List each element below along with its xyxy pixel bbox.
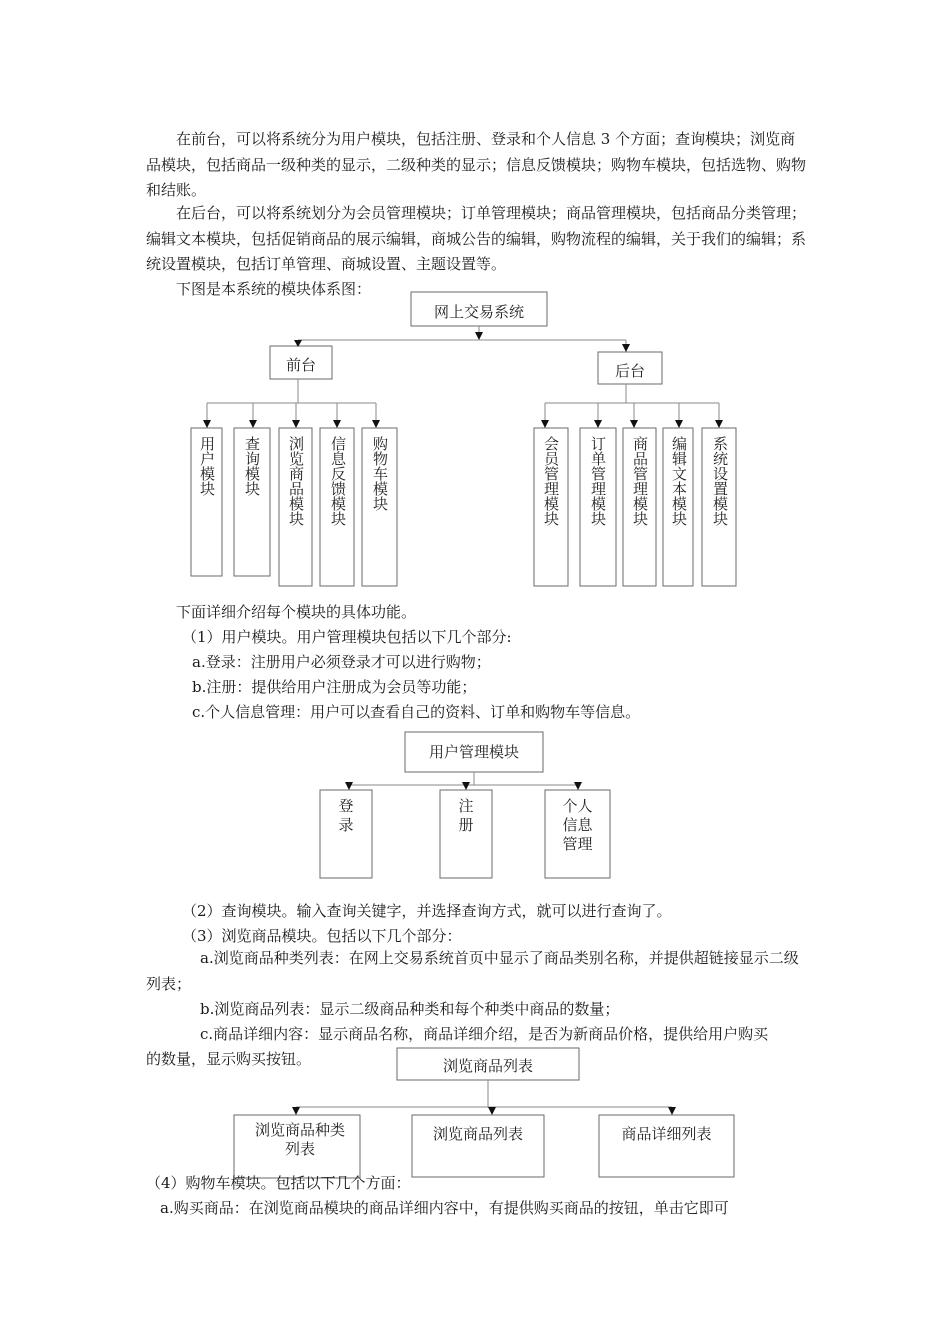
label-front-module: 查询模块 xyxy=(243,436,261,496)
label-goods-list: 浏览商品列表 xyxy=(432,1125,523,1143)
section-browse-c2: 的数量，显示购买按钮。 xyxy=(146,1050,312,1068)
label-back: 后台 xyxy=(614,362,645,380)
label-front: 前台 xyxy=(285,356,316,374)
section-browse-b: b.浏览商品列表：显示二级商品种类和每个种类中商品的数量； xyxy=(200,1000,620,1018)
section-user-title: （1）用户模块。用户管理模块包括以下几个部分: xyxy=(182,628,512,646)
label-category-list: 浏览商品种类列表 xyxy=(254,1121,345,1158)
label-back-module: 订单管理模块 xyxy=(589,436,607,526)
section-user-c: c.个人信息管理：用户可以查看自己的资料、订单和购物车等信息。 xyxy=(192,703,641,721)
paragraph-diagram-caption: 下图是本系统的模块体系图： xyxy=(176,280,372,298)
label-profile: 个人信息管理 xyxy=(562,797,593,853)
label-front-module: 购物车模块 xyxy=(371,436,389,511)
label-root-system: 网上交易系统 xyxy=(433,303,524,321)
arrow-back xyxy=(622,344,630,352)
label-browse-root: 浏览商品列表 xyxy=(442,1057,533,1075)
arrow-root xyxy=(475,332,483,340)
label-back-module: 会员管理模块 xyxy=(542,436,560,526)
paragraph-frontend: 在前台，可以将系统分为用户模块，包括注册、登录和个人信息 3 个方面；查询模块；浏览商品模块，包括商品一级种类的显示，二级种类的显示；信息反馈模块；购物车模块，包括选物、购物和结账。 xyxy=(146,130,807,199)
section-browse-a: a.浏览商品种类列表：在网上交易系统首页中显示了商品类别名称，并提供超链接显示二级列表； xyxy=(146,949,799,993)
section-browse-c1: c.商品详细内容：显示商品名称，商品详细介绍，是否为新商品价格，提供给用户购买 xyxy=(200,1025,769,1043)
section-query: （2）查询模块。输入查询关键字，并选择查询方式，就可以进行查询了。 xyxy=(182,902,672,920)
label-back-module: 编辑文本模块 xyxy=(670,436,688,526)
label-user-mgmt: 用户管理模块 xyxy=(428,743,519,761)
section-intro: 下面详细介绍每个模块的具体功能。 xyxy=(176,603,417,621)
label-register: 注册 xyxy=(458,797,474,834)
label-back-module: 系统设置模块 xyxy=(711,436,729,526)
paragraph-backend: 在后台，可以将系统划分为会员管理模块；订单管理模块；商品管理模块，包括商品分类管理；编辑文本模块，包括促销商品的展示编辑，商城公告的编辑，购物流程的编辑，关于我们的编辑；系统设置模块，包括订单管理、商城设置、主题设置等。 xyxy=(146,204,807,273)
label-login: 登录 xyxy=(338,797,354,834)
label-front-module: 信息反馈模块 xyxy=(329,436,347,526)
section-cart-title: （4）购物车模块。包括以下几个方面： xyxy=(146,1174,411,1192)
section-user-a: a.登录：注册用户必须登录才可以进行购物； xyxy=(192,653,491,671)
section-user-b: b.注册：提供给用户注册成为会员等功能； xyxy=(192,678,477,696)
label-front-module: 浏览商品模块 xyxy=(287,436,305,526)
label-back-module: 商品管理模块 xyxy=(631,436,649,526)
section-cart-a: a.购买商品：在浏览商品模块的商品详细内容中，有提供购买商品的按钮，单击它即可 xyxy=(160,1199,729,1217)
label-front-module: 用户模块 xyxy=(198,436,216,496)
section-browse-title: （3）浏览商品模块。包括以下几个部分： xyxy=(182,927,462,945)
label-detail-list: 商品详细列表 xyxy=(621,1125,712,1143)
